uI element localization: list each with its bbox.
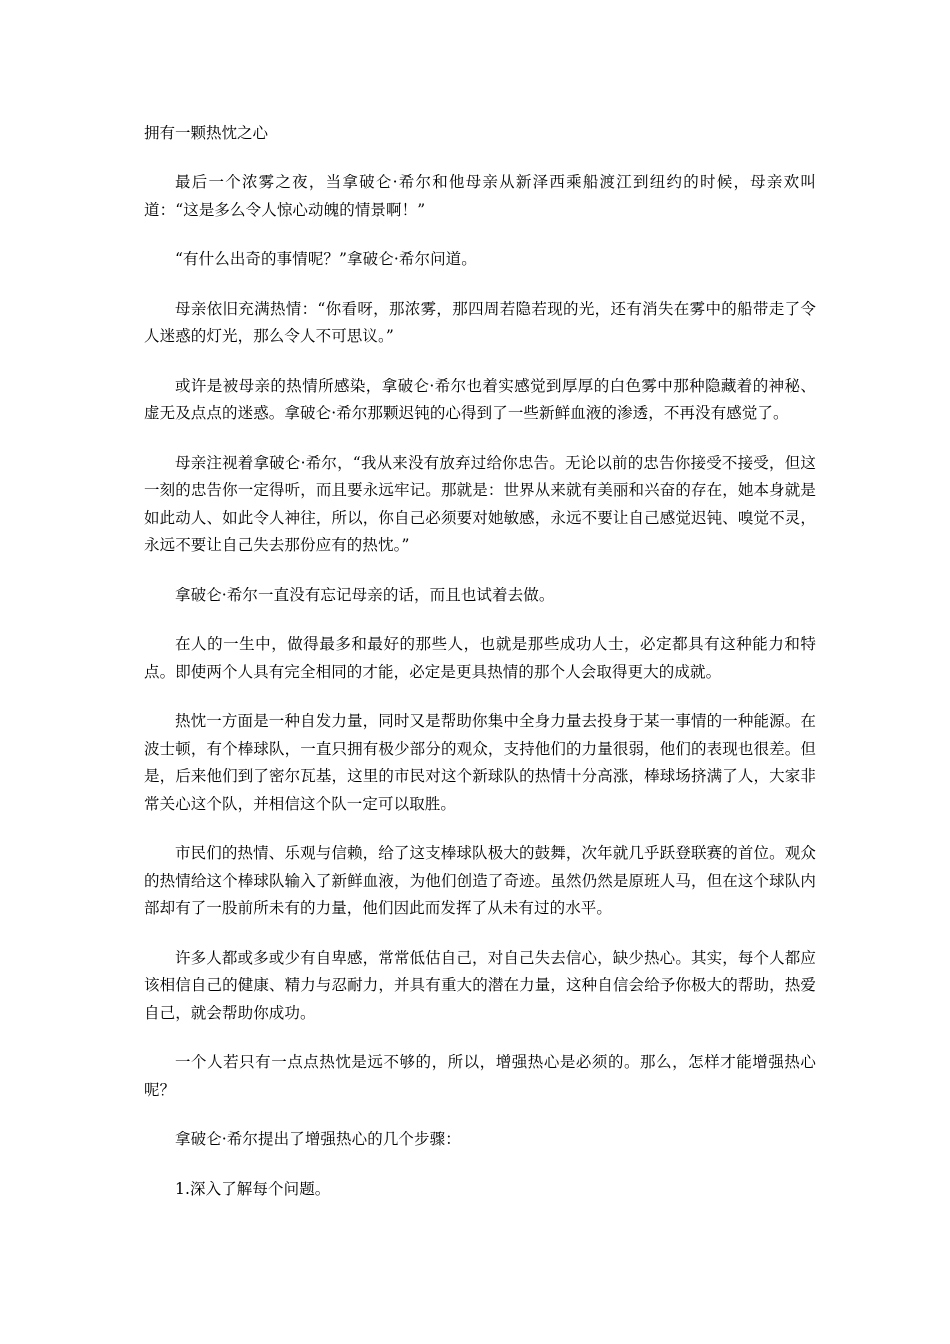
paragraph-2: “有什么出奇的事情呢？”拿破仑·希尔问道。 — [175, 250, 477, 268]
paragraph-1: 最后一个浓雾之夜，当拿破仑·希尔和他母亲从新泽西乘船渡江到纽约的时候，母亲欢叫道：“这是多么令人惊心动魄的情景啊！” — [144, 173, 816, 219]
list-step-1: 1.深入了解每个问题。 — [175, 1179, 331, 1198]
paragraph-6: 拿破仑·希尔一直没有忘记母亲的话，而且也试着去做。 — [175, 585, 555, 604]
paragraph-11: 一个人若只有一点点热忱是远不够的，所以，增强热心是必须的。那么，怎样才能增强热心呢？ — [144, 1053, 816, 1099]
paragraph-3: 母亲依旧充满热情：“你看呀，那浓雾，那四周若隐若现的光，还有消失在雾中的船带走了令人迷惑的灯光，那么令人不可思议。” — [144, 299, 816, 345]
paragraph-10: 许多人都或多或少有自卑感，常常低估自己，对自己失去信心，缺少热心。其实，每个人都应该相信自己的健康、精力与忍耐力，并具有重大的潜在力量，这种自信会给予你极大的帮助，热爱自己，就会帮助你成功。 — [144, 948, 816, 1022]
paragraph-8: 热忱一方面是一种自发力量，同时又是帮助你集中全身力量去投身于某一事情的一种能源。在波士顿，有个棒球队，一直只拥有极少部分的观众，支持他们的力量很弱，他们的表现也很差。但是，后来他们到了密尔瓦基，这里的市民对这个新球队的热情十分高涨，棒球场挤满了人，大家非常关心这个队，并相信这个队一定可以取胜。 — [144, 712, 816, 813]
paragraph-5: 母亲注视着拿破仑·希尔，“我从来没有放弃过给你忠告。无论以前的忠告你接受不接受，但这一刻的忠告你一定得听，而且要永远牢记。那就是：世界从来就有美丽和兴奋的存在，她本身就是如此动人、如此令人神往，所以，你自己必须要对她敏感，永远不要让自己感觉迟钝、嗅觉不灵，永远不要让自己失去那份应有的热忱。” — [144, 453, 816, 554]
document-page — [144, 120, 816, 1225]
paragraph-9: 市民们的热情、乐观与信赖，给了这支棒球队极大的鼓舞，次年就几乎跃登联赛的首位。观众的热情给这个棒球队输入了新鲜血液，为他们创造了奇迹。虽然仍然是原班人马，但在这个球队内部却有了一股前所未有的力量，他们因此而发挥了从未有过的水平。 — [144, 844, 816, 917]
paragraph-12: 拿破仑·希尔提出了增强热心的几个步骤： — [175, 1130, 461, 1148]
document-title: 拥有一颗热忱之心 — [144, 124, 269, 142]
paragraph-4: 或许是被母亲的热情所感染，拿破仑·希尔也着实感觉到厚厚的白色雾中那种隐藏着的神秘、虚无及点点的迷惑。拿破仑·希尔那颗迟钝的心得到了一些新鲜血液的渗透，不再没有感觉了。 — [144, 376, 816, 422]
paragraph-7: 在人的一生中，做得最多和最好的那些人，也就是那些成功人士，必定都具有这种能力和特点。即使两个人具有完全相同的才能，必定是更具热情的那个人会取得更大的成就。 — [144, 635, 816, 681]
